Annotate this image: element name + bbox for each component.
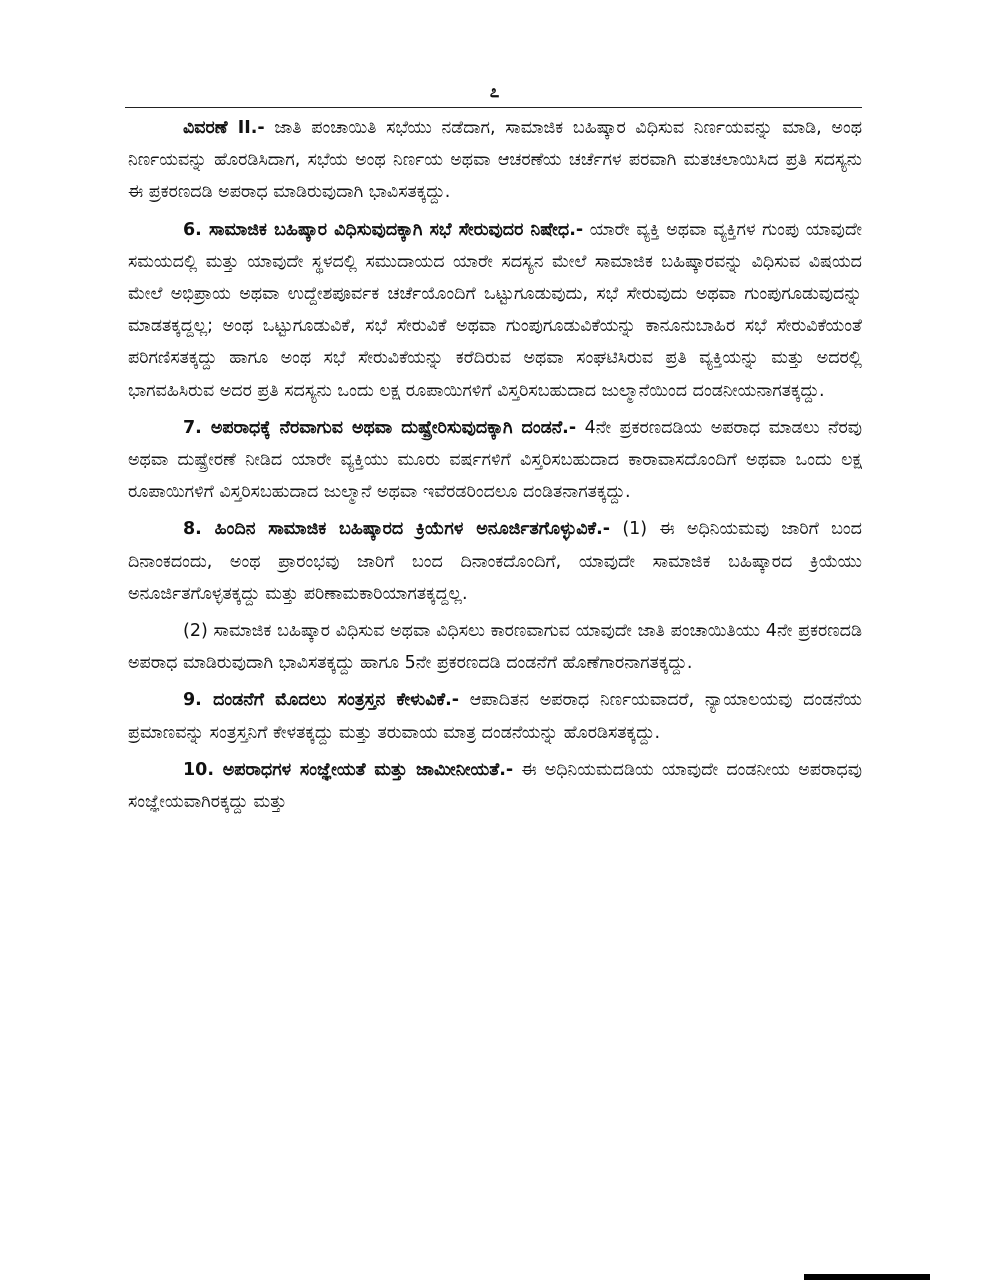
paragraph-text: ಜಾತಿ ಪಂಚಾಯಿತಿ ಸಭೆಯು ನಡೆದಾಗ, ಸಾಮಾಜಿಕ ಬಹಿಷ್ಕಾರ ವಿಧಿಸುವ ನಿರ್ಣಯವನ್ನು ಮಾಡಿ, ಅಂಥ ನಿರ್ಣಯವನ್ನು ಹೊರಡಿಸಿದಾಗ, ಸಭೆಯ ಅಂಥ ನಿರ್ಣಯ ಅಥವಾ ಆಚರಣೆಯ ಚರ್ಚೆಗಳ ಪರವಾಗಿ ಮತಚಲಾಯಿಸಿದ ಪ್ರತಿ ಸದಸ್ಯನು ಈ ಪ್ರಕರಣದಡಿ ಅಪರಾಧ ಮಾಡಿರುವುದಾಗಿ ಭಾವಿಸತಕ್ಕದ್ದು. bbox=[128, 118, 862, 203]
header-rule bbox=[125, 107, 862, 108]
section-heading: 9. ದಂಡನೆಗೆ ಮೊದಲು ಸಂತ್ರಸ್ತನ ಕೇಳುವಿಕೆ.- bbox=[183, 690, 460, 711]
section-text: 4ನೇ ಪ್ರಕರಣದಡಿಯ ಅಪರಾಧ ಮಾಡಲು ನೆರವು ಅಥವಾ ದುಷ್ಪ್ರೇರಣೆ ನೀಡಿದ ಯಾರೇ ವ್ಯಕ್ತಿಯು ಮೂರು ವರ್ಷಗಳಿಗೆ ವಿಸ್ತರಿಸಬಹುದಾದ ಕಾರಾವಾಸದೊಂದಿಗೆ ಅಥವಾ ಒಂದು ಲಕ್ಷ ರೂಪಾಯಿಗಳಿಗೆ ವಿಸ್ತರಿಸಬಹುದಾದ ಜುಲ್ಮಾನೆ ಅಥವಾ ಇವೆರಡರಿಂದಲೂ ದಂಡಿತನಾಗತಕ್ಕದ್ದು. bbox=[128, 417, 862, 503]
section-heading: 6. ಸಾಮಾಜಿಕ ಬಹಿಷ್ಕಾರ ವಿಧಿಸುವುದಕ್ಕಾಗಿ ಸಭೆ ಸೇರುವುದರ ನಿಷೇಧ.- bbox=[183, 219, 584, 240]
paragraph-section-9 bbox=[128, 684, 862, 748]
paragraph-heading: ವಿವರಣೆ II.- bbox=[183, 118, 265, 138]
section-text: ಈ ಅಧಿನಿಯಮದಡಿಯ ಯಾವುದೇ ದಂಡನೀಯ ಅಪರಾಧವು ಸಂಜ್ಞೇಯವಾಗಿರಕ್ಕದ್ದು ಮತ್ತು bbox=[128, 759, 862, 813]
section-text: (1) ಈ ಅಧಿನಿಯಮವು ಜಾರಿಗೆ ಬಂದ ದಿನಾಂಕದಂದು, ಅಂಥ ಪ್ರಾರಂಭವು ಜಾರಿಗೆ ಬಂದ ದಿನಾಂಕದೊಂದಿಗೆ, ಯಾವುದೇ ಸಾಮಾಜಿಕ ಬಹಿಷ್ಕಾರದ ಕ್ರಿಯೆಯು ಅನೂರ್ಜಿತಗೊಳ್ಳತಕ್ಕದ್ದು ಮತ್ತು ಪರಿಣಾಮಕಾರಿಯಾಗತಕ್ಕದ್ದಲ್ಲ. bbox=[128, 519, 862, 604]
paragraph-section-10 bbox=[128, 754, 862, 818]
paragraph-section-8-2 bbox=[128, 615, 862, 679]
section-text: (2) ಸಾಮಾಜಿಕ ಬಹಿಷ್ಕಾರ ವಿಧಿಸುವ ಅಥವಾ ವಿಧಿಸಲು ಕಾರಣವಾಗುವ ಯಾವುದೇ ಜಾತಿ ಪಂಚಾಯಿತಿಯು 4ನೇ ಪ್ರಕರಣದಡಿ ಅಪರಾಧ ಮಾಡಿರುವುದಾಗಿ ಭಾವಿಸತಕ್ಕದ್ದು ಹಾಗೂ 5ನೇ ಪ್ರಕರಣದಡಿ ದಂಡನೆಗೆ ಹೊಣೆಗಾರನಾಗತಕ್ಕದ್ದು. bbox=[128, 621, 862, 674]
page-number: ೭ bbox=[489, 82, 500, 102]
section-text: ಯಾರೇ ವ್ಯಕ್ತಿ ಅಥವಾ ವ್ಯಕ್ತಿಗಳ ಗುಂಪು ಯಾವುದೇ ಸಮಯದಲ್ಲಿ ಮತ್ತು ಯಾವುದೇ ಸ್ಥಳದಲ್ಲಿ ಸಮುದಾಯದ ಯಾರೇ ಸದಸ್ಯನ ಮೇಲೆ ಸಾಮಾಜಿಕ ಬಹಿಷ್ಕಾರವನ್ನು ವಿಧಿಸುವ ವಿಷಯದ ಮೇಲೆ ಅಭಿಪ್ರಾಯ ಅಥವಾ ಉದ್ದೇಶಪೂರ್ವಕ ಚರ್ಚೆಯೊಂದಿಗೆ ಒಟ್ಟುಗೂಡುವುದು, ಸಭೆ ಸೇರುವುದು ಅಥವಾ ಗುಂಪುಗೂಡುವುದನ್ನು ಮಾಡತಕ್ಕದ್ದಲ್ಲ; ಅಂಥ ಒಟ್ಟುಗೂಡುವಿಕೆ, ಸಭೆ ಸೇರುವಿಕೆ ಅಥವಾ ಗುಂಪುಗೂಡುವಿಕೆಯನ್ನು ಕಾನೂನುಬಾಹಿರ ಸಭೆ ಸೇರುವಿಕೆಯಂತೆ ಪರಿಗಣಿಸತಕ್ಕದ್ದು ಹಾಗೂ ಅಂಥ ಸಭೆ ಸೇರುವಿಕೆಯನ್ನು ಕರೆದಿರುವ ಅಥವಾ ಸಂಘಟಿಸಿರುವ ಪ್ರತಿ ವ್ಯಕ್ತಿಯನ್ನು ಮತ್ತು ಅದರಲ್ಲಿ ಭಾಗವಹಿಸಿರುವ ಅದರ ಪ್ರತಿ ಸದಸ್ಯನು ಒಂದು ಲಕ್ಷ ರೂಪಾಯಿಗಳಿಗೆ ವಿಸ್ತರಿಸಬಹುದಾದ ಜುಲ್ಮಾನೆಯಿಂದ ದಂಡನೀಯನಾಗತಕ್ಕದ್ದು. bbox=[128, 219, 862, 401]
paragraph-explanation-ii bbox=[128, 112, 862, 209]
document-body bbox=[128, 112, 862, 823]
footer-bar bbox=[804, 1274, 930, 1280]
paragraph-section-7 bbox=[128, 412, 862, 509]
section-heading: 7. ಅಪರಾಧಕ್ಕೆ ನೆರವಾಗುವ ಅಥವಾ ದುಷ್ಪ್ರೇರಿಸುವುದಕ್ಕಾಗಿ ದಂಡನೆ.- bbox=[183, 417, 577, 438]
section-heading: 10. ಅಪರಾಧಗಳ ಸಂಜ್ಞೇಯತೆ ಮತ್ತು ಜಾಮೀನೀಯತೆ.- bbox=[183, 759, 514, 780]
section-text: ಆಪಾದಿತನ ಅಪರಾಧ ನಿರ್ಣಯವಾದರೆ, ನ್ಯಾಯಾಲಯವು ದಂಡನೆಯ ಪ್ರಮಾಣವನ್ನು ಸಂತ್ರಸ್ತನಿಗೆ ಕೇಳತಕ್ಕದ್ದು ಮತ್ತು ತರುವಾಯ ಮಾತ್ರ ದಂಡನೆಯನ್ನು ಹೊರಡಿಸತಕ್ಕದ್ದು. bbox=[128, 690, 863, 743]
paragraph-section-8 bbox=[128, 513, 862, 610]
section-heading: 8. ಹಿಂದಿನ ಸಾಮಾಜಿಕ ಬಹಿಷ್ಕಾರದ ಕ್ರಿಯೆಗಳ ಅನೂರ್ಜಿತಗೊಳ್ಳುವಿಕೆ.- bbox=[183, 519, 611, 540]
paragraph-section-6 bbox=[128, 214, 862, 407]
